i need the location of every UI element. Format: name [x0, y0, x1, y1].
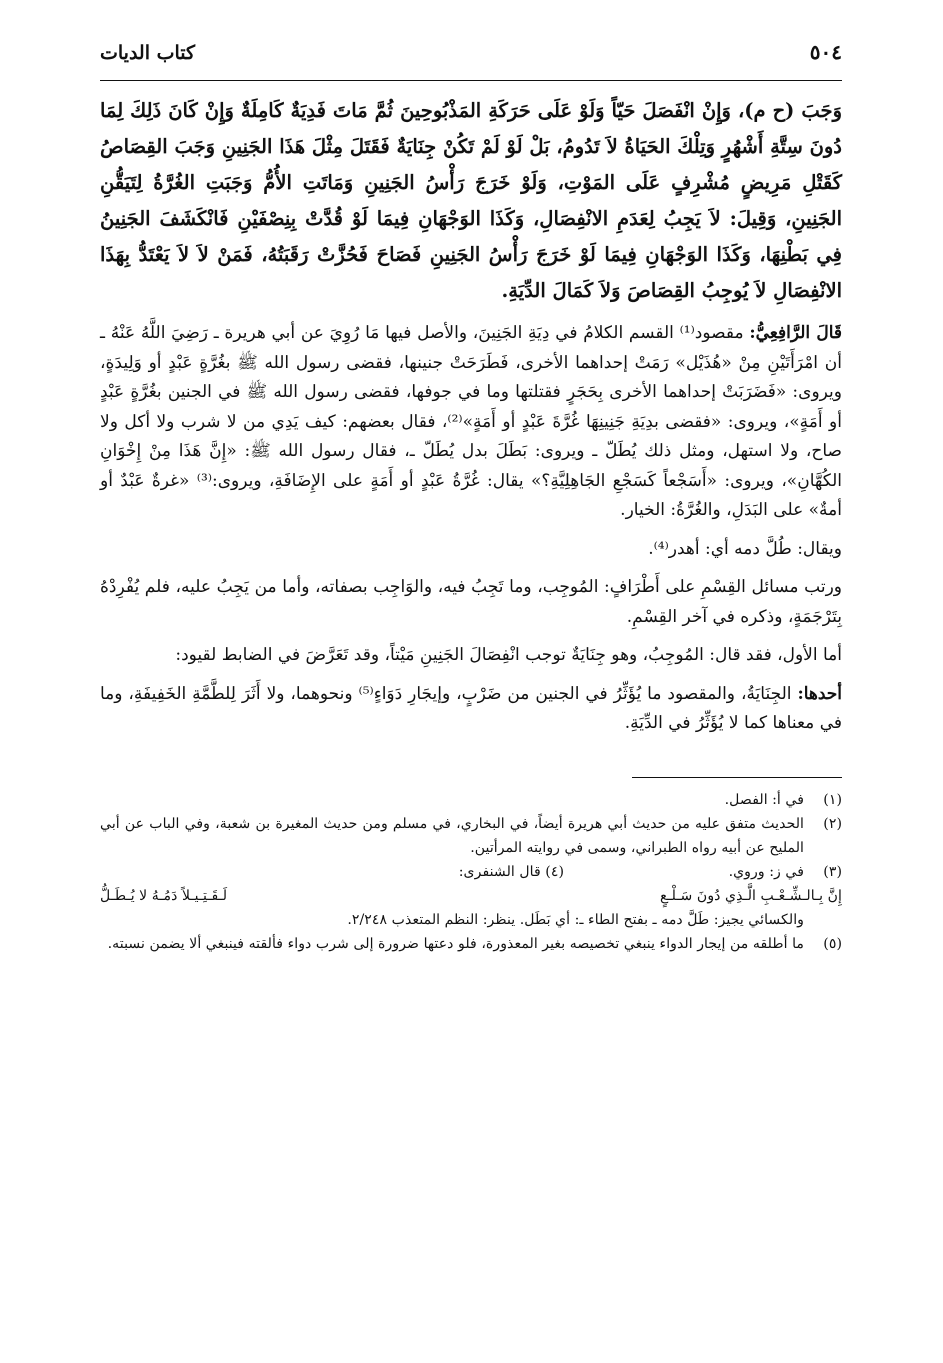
- verse-second-hemistich: لَـقَـتِـيـلاً دَمُـهُ لا يُـطَـلُّ: [100, 887, 228, 904]
- footnotes: [100, 788, 842, 956]
- page-header: [100, 40, 842, 81]
- commentary-paragraph: ويقال: طُلَّ دمه أي: أهدر⁽⁴⁾.: [648, 538, 842, 559]
- commentary-text: مقصود⁽¹⁾ القسم الكلامُ في دِيَةِ الجَنِينَ، والأصل فيها مَا رُوِيَ عن أبي هريرة ـ رَضِيَ اللَّهُ عَنْهُ ـ أن امْرَأَتَيْنِ مِنْ «هُذَيْل» رَمَتْ إحداهما الأخرى، فَطَرَحَتْ جنينها، فقضى رسول الله ﷺ بغُرَّةٍ عَبْدٍ أو وَلِيدَةٍ، ويروى: «فَضَرَبَتْ إحداهما الأخرى بِحَجَرٍ فقتلتها وما في جوفها، فقضى رسول الله ﷺ في الجنين بغُرَّةٍ عَبْدٍ أو أَمَةٍ»، ويروى: «فقضى بدِيَةِ جَنِينِهَا غُرَّةَ عَبْدٍ أو أَمَةٍ»⁽²⁾، فقال بعضهم: كيف يَدِي من لا شرب ولا أكل ولا صاح، ولا استهل، ومثل ذلك يُطَلّ ـ ويروى: بَطَلَ بدل يُطَلّ ـ، فقال رسول الله ﷺ: «إِنَّ هَذَا مِنْ إِخْوَانِ الكُهَّانِ»، ويروى: «أَسَجْعاً كَسَجْعِ الجَاهِلِيَّةِ؟» يقال: غُرَّةُ عَبْدٍ أو أَمَةٍ على الإِضَافَةِ، ويروى:⁽³⁾ «غرةٌ عَبْدٌ أو أمةٌ» على البَدَلِ، والغُرَّةُ: الخيار.: [100, 323, 843, 520]
- footnote-number: (١): [823, 791, 842, 808]
- footnote-text: ما أطلقه من إيجار الدواء ينبغي تخصيصه بغير المعذورة، فلو دعتها ضرورة إلى شرب دواء فألقته فينبغي ألا يضمن نسبته.: [107, 935, 804, 952]
- footnote: [100, 860, 842, 884]
- page-number: ٥٠٤: [809, 40, 842, 64]
- commentary-label: قَالَ الرَّافِعِيُّ:: [749, 323, 843, 343]
- commentary-paragraph: ورتب مسائل القِسْمِ على أَطْرَافٍ: المُوجِب، وما تَجِبُ فيه، والوَاجِب بصفاته، وأما من يَجِبُ عليه، فلم يُفْرِدْهُ بِتَرْجَمَةٍ، وذكره في آخر القِسْمِ.: [100, 577, 842, 627]
- commentary-paragraph: [100, 680, 842, 739]
- footnote-text: الحديث متفق عليه من حديث أبي هريرة أيضاً، في البخاري، في مسلم ومن حديث المغيرة بن شعبة، وفي الباب عن أبي المليح عن أبيه رواه الطبراني، وسمى في روايته المرأتين.: [100, 815, 804, 856]
- footnote-number: (٣): [823, 863, 842, 880]
- footnote-number: (٥): [823, 935, 842, 952]
- book-title: كتاب الديات: [100, 42, 196, 64]
- footnote: [100, 788, 842, 812]
- verse-first-hemistich: إِنَّ بِـالـشِّـعْـبِ الَّـذِي دُونَ سَـلْـعٍ: [659, 887, 842, 904]
- commentary-text: الجِنَايَةُ، والمقصود ما يُؤَثِّرُ في الجنين من ضَرْبٍ، وإيجَارِ دَوَاءٍ⁽⁵⁾ ونحوهما، ولا أَثَرَ لِلطَّمَّةِ الخَفِيفَةِ، وما في معناها كما لا يُؤَثِّرُ في الدِّيَةِ.: [100, 683, 842, 733]
- commentary: [100, 319, 842, 739]
- footnote-text: في أ: الفصل.: [724, 791, 804, 808]
- footnote: [100, 812, 842, 860]
- footnote-text: والكسائي يجيز: طَلَّ دمه ـ بفتح الطاء ـ: أي بَطَل. ينظر: النظم المتعذب ٢/٢٤٨.: [347, 911, 804, 928]
- footnote-continuation: [100, 908, 842, 932]
- commentary-label: أحدها:: [797, 683, 843, 704]
- footnote-number: (٢): [823, 815, 842, 832]
- footnote-text: في ز: وروي.: [728, 863, 804, 880]
- footnote-divider: [632, 777, 842, 778]
- footnote: [100, 932, 842, 956]
- poem-verse: [100, 884, 842, 908]
- footnote-text: (٤) قال الشنفرى:: [458, 863, 564, 880]
- main-text: وَجَبَ (ح م)، وَإِنْ انْفَصَلَ حَيّاً وَلَوْ عَلَى حَرَكَةِ المَذْبُوحِينَ ثُمَّ مَاتَ فَدِيَةٌ كَامِلَةٌ وَإِنْ كَانَ ذَلِكَ لِمَا دُونَ سِتَّةِ أَشْهُرٍ وَتِلْكَ الحَيَاةُ لاَ تَدُومُ، بَلْ لَوْ لَمْ تَكُنْ جِنَايَةٌ فَقَتَلَ مِثْلَ هَذَا الجَنِينِ وَجَبَ القِصَاصُ كَقَتْلِ مَرِيضٍ مُشْرِفٍ عَلَى المَوْتِ، وَلَوْ خَرَجَ رَأْسُ الجَنِينِ وَمَاتَتِ الأُمُّ وَجَبَتِ الغُرَّةُ لِتَيَقُّنِ الجَنِينِ، وَقِيلَ: لاَ يَجِبُ لِعَدَمِ الانْفِصَالِ، وَكَذَا الوَجْهَانِ فِيمَا لَوْ قُدَّتْ بِنِصْفَيْنِ فَانْكَشَفَ الجَنِينُ فِي بَطْنِهَا، وَكَذَا الوَجْهَانِ فِيمَا لَوْ خَرَجَ رَأْسُ الجَنِينِ فَصَاحَ فَحُزَّتْ رَقَبَتُهُ، فَمَنْ لاَ لاَ يَعْتَدُّ بِهَذَا الانْفِصَالِ لاَ يُوجِبُ القِصَاصَ وَلاَ كَمَالَ الدِّيَةِ.: [100, 99, 842, 302]
- commentary-paragraph: أما الأول، فقد قال: المُوجِبُ، وهو جِنَايَةٌ توجب انْفِصَالَ الجَنِينِ مَيْتاً، وقد تَعَرَّضَ في الضابط لقيود:: [175, 645, 842, 665]
- book-page: [100, 40, 842, 956]
- commentary-paragraph: [100, 319, 842, 526]
